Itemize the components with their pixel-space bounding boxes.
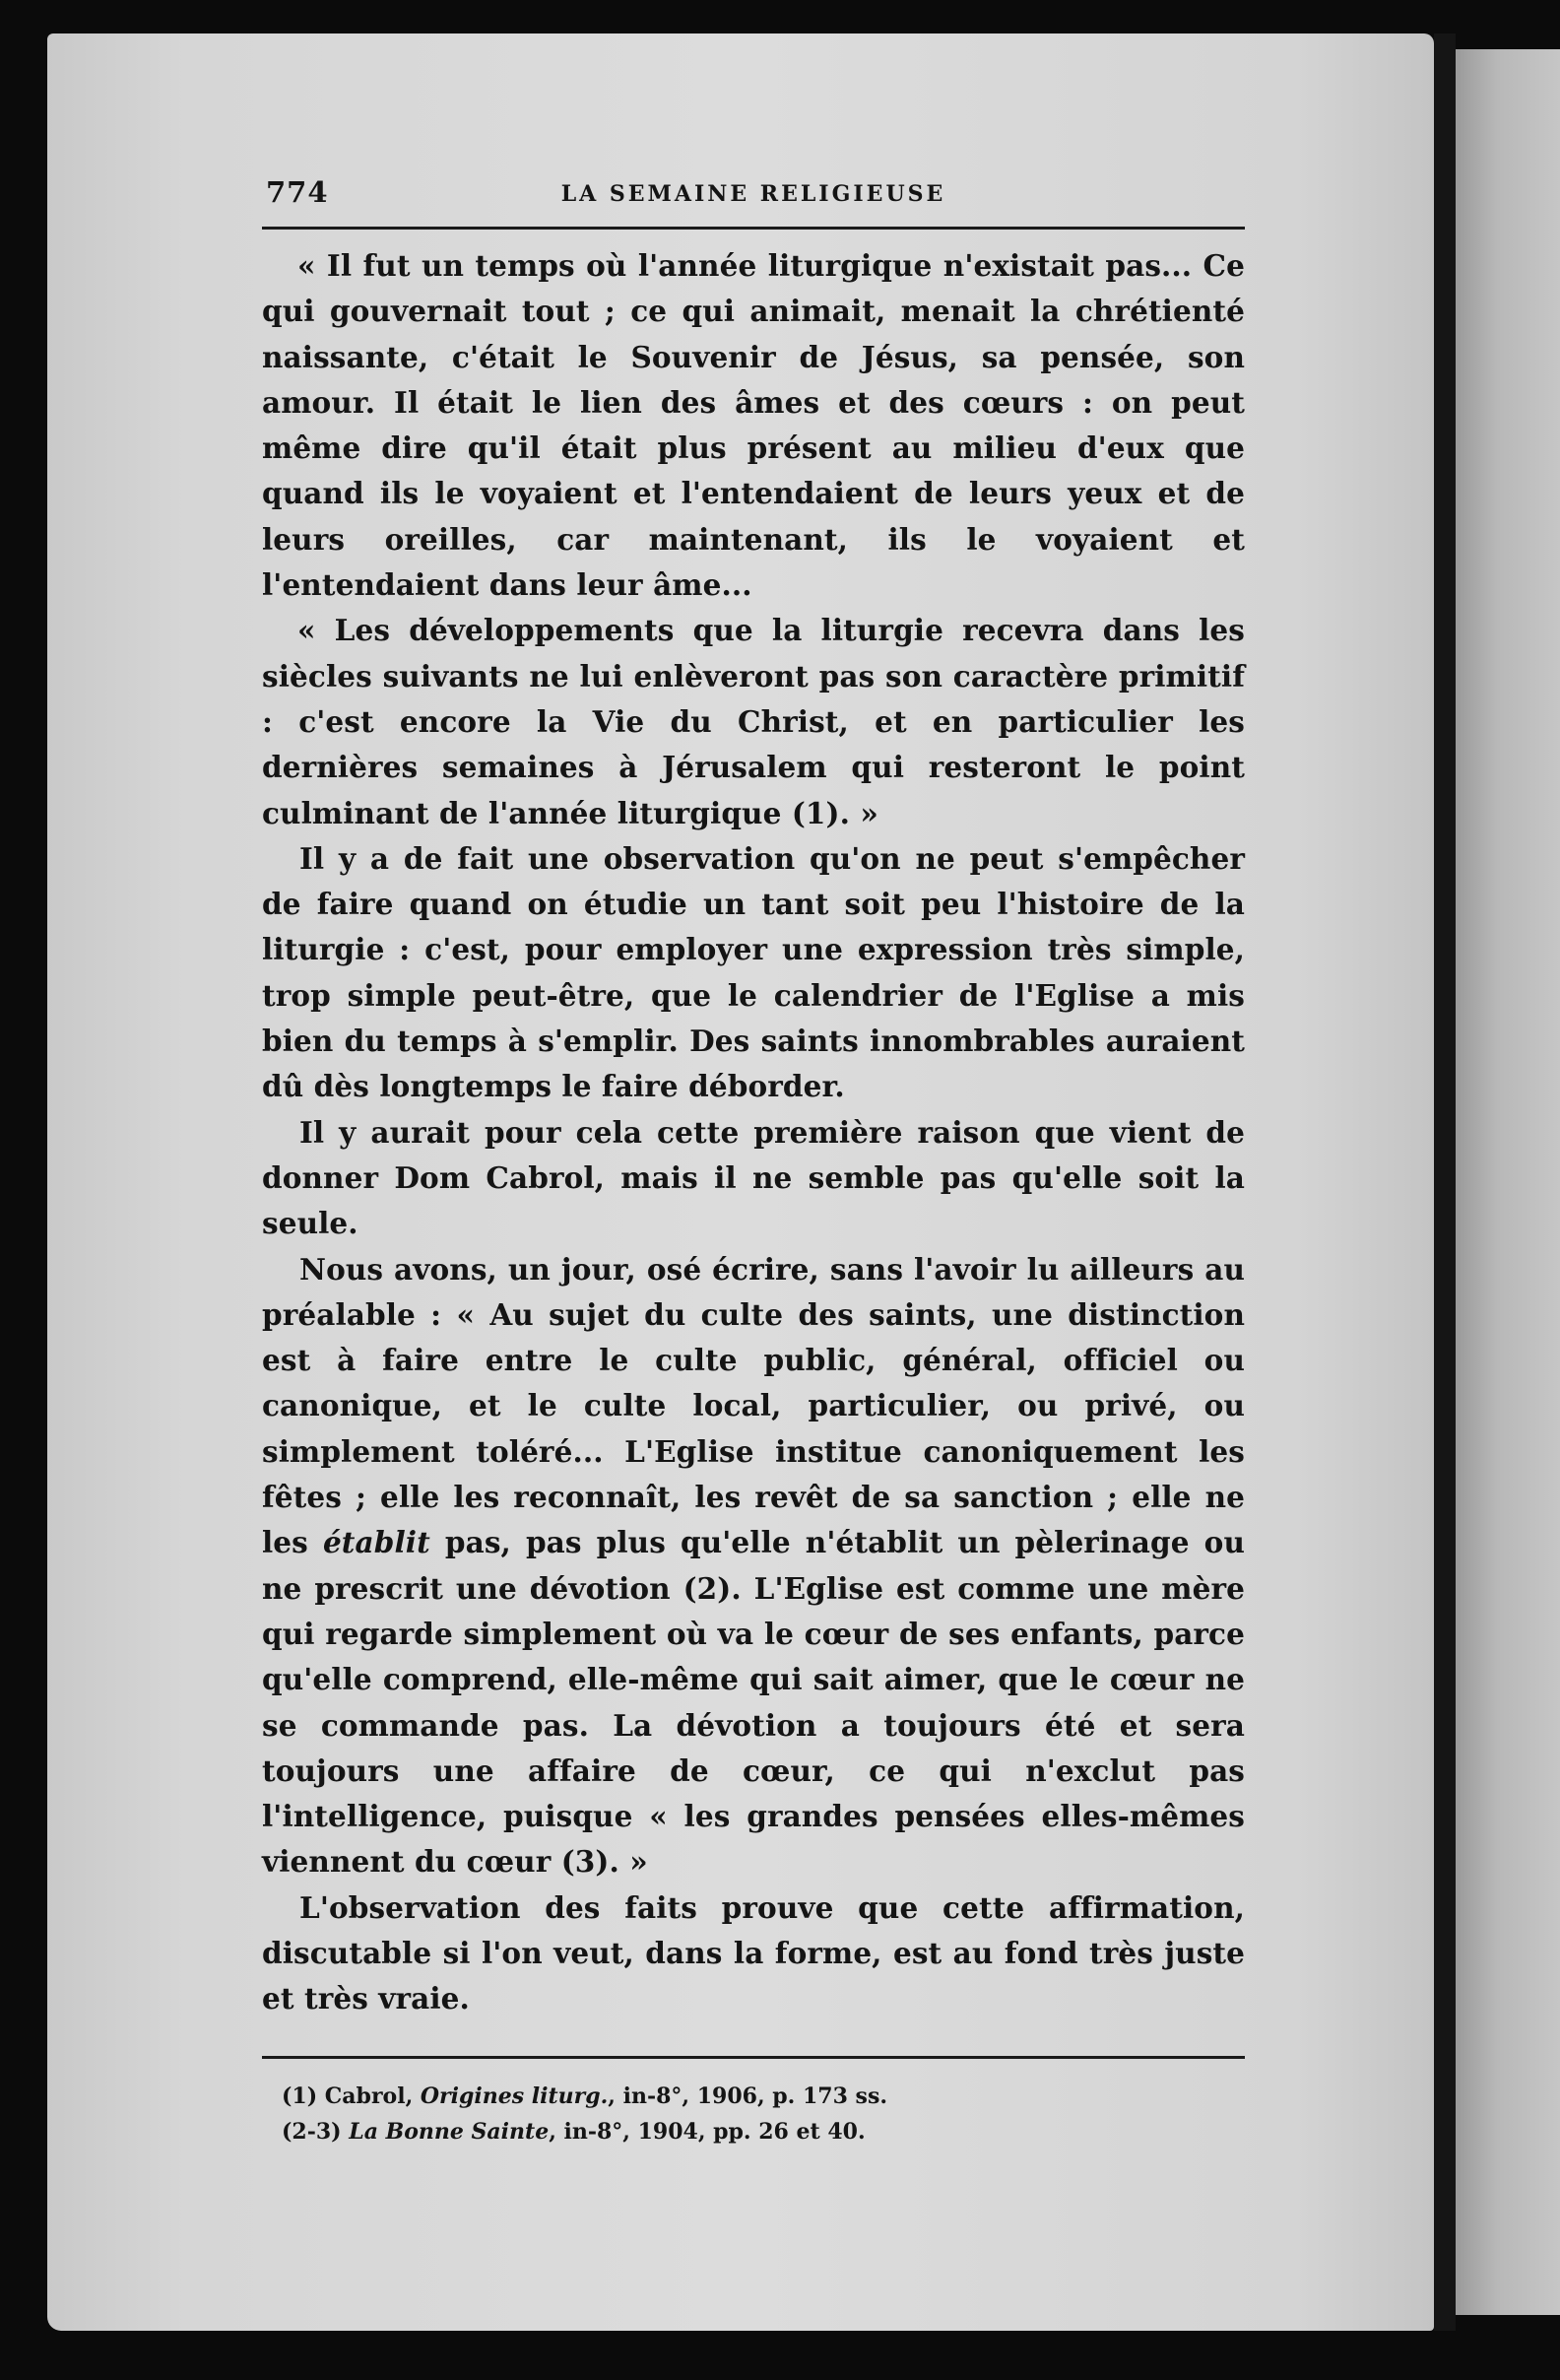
footnote-details: , in-8°, 1906, p. 173 ss. xyxy=(608,2082,887,2109)
footnote-title: Origines liturg. xyxy=(420,2082,609,2109)
emphasized-word: établit xyxy=(322,1525,430,1560)
running-title: LA SEMAINE RELIGIEUSE xyxy=(560,181,946,207)
body-text xyxy=(262,243,1245,2022)
paragraph: L'observation des faits prouve que cette affirmation, discutable si l'on veut, dans la forme, est au fond très juste et très vraie. xyxy=(262,1889,1245,2016)
footnote-details: , in-8°, 1904, pp. 26 et 40. xyxy=(549,2118,866,2145)
paragraph-text: Nous avons, un jour, osé écrire, sans l'avoir lu ailleurs au préalable : « Au sujet du culte des saints, une distinction est à faire entre le culte public, général, officiel ou canonique, et le culte local, particulier, ou privé, ou simplement toléré... L'Eglise institue canoniquement les fêtes ; elle les reconnaît, les revêt de sa sanction ; elle ne les xyxy=(262,1251,1245,1560)
adjacent-page-edge xyxy=(1456,49,1560,2315)
footnote xyxy=(282,2079,1245,2114)
footnote-rule xyxy=(262,2056,1245,2059)
footnotes xyxy=(262,2079,1245,2149)
paragraph: « Il fut un temps où l'année liturgique n'existait pas... Ce qui gouvernait tout ; ce qui animait, menait la chrétienté naissante, c'était le Souvenir de Jésus, sa pensée, son amour. Il était le lien des âmes et des cœurs : on peut même dire qu'il était plus présent au milieu d'eux que quand ils le voyaient et l'entendaient de leurs yeux et de leurs oreilles, car maintenant, ils le voyaient et l'entendaient dans leur âme... xyxy=(262,248,1245,603)
footnote-marker: (2-3) xyxy=(282,2118,350,2145)
footnote-marker: (1) xyxy=(282,2082,325,2109)
paragraph: Il y aurait pour cela cette première raison que vient de donner Dom Cabrol, mais il ne semble pas qu'elle soit la seule. xyxy=(262,1114,1245,1241)
paragraph: « Les développements que la liturgie recevra dans les siècles suivants ne lui enlèveront pas son caractère primitif : c'est encore la Vie du Christ, et en particulier les dernières semaines à Jérusalem qui resteront le point culminant de l'année liturgique (1). » xyxy=(262,613,1245,830)
page-number: 774 xyxy=(266,175,329,209)
footnote-author: Cabrol, xyxy=(324,2082,421,2109)
page-content xyxy=(262,175,1245,2149)
paragraph xyxy=(262,1247,1245,1885)
paragraph-text: pas, pas plus qu'elle n'établit un pèlerinage ou ne prescrit une dévotion (2). L'Eglise est comme une mère qui regarde simplement où va le cœur de ses enfants, parce qu'elle comprend, elle-même qui sait aimer, que le cœur ne se commande pas. La dévotion a toujours été et sera toujours une affaire de cœur, ce qui n'exclut pas l'intelligence, puisque « les grandes pensées elles-mêmes viennent du cœur (3). » xyxy=(262,1525,1245,1880)
running-head xyxy=(262,175,1245,219)
page-gutter xyxy=(1434,33,1456,2331)
footnote-title: La Bonne Sainte xyxy=(349,2118,550,2145)
footnote xyxy=(282,2114,1245,2149)
header-rule xyxy=(262,227,1245,230)
paragraph: Il y a de fait une observation qu'on ne peut s'empêcher de faire quand on étudie un tant soit peu l'histoire de la liturgie : c'est, pour employer une expression très simple, trop simple peut-être, que le calendrier de l'Eglise a mis bien du temps à s'emplir. Des saints innombrables auraient dû dès longtemps le faire déborder. xyxy=(262,840,1245,1104)
